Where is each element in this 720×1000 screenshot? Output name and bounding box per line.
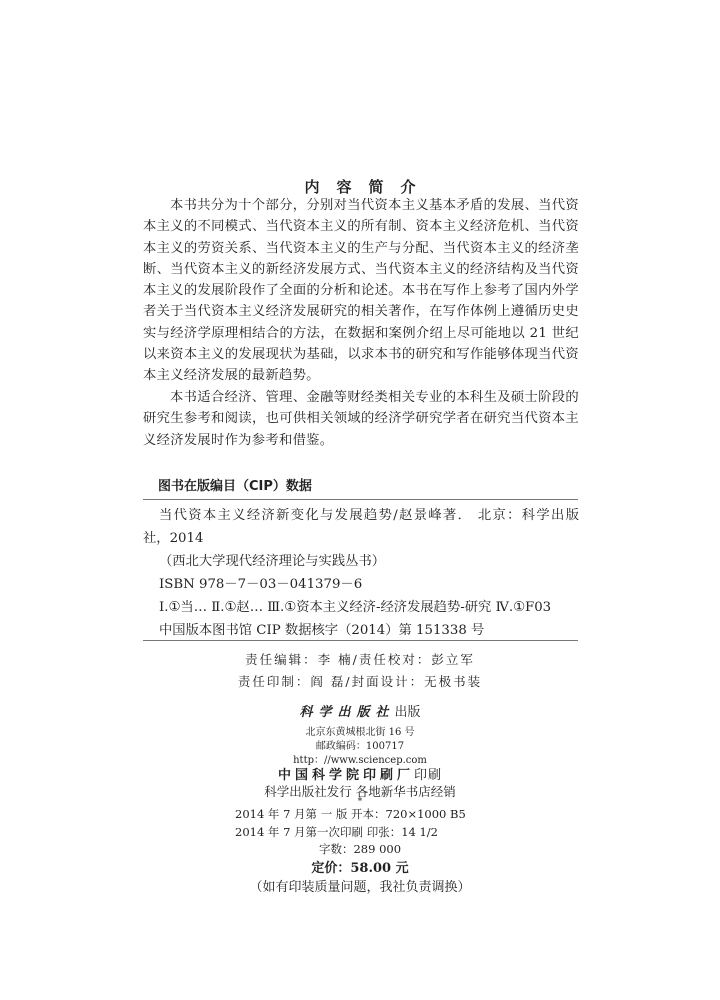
cip-record-number: 中国版本图书馆 CIP 数据核字（2014）第 151338 号 [159,623,485,638]
summary-paragraph-1 [143,195,579,387]
cip-top-rule [143,499,578,500]
text-line: 以来资本主义的发展现状为基础，以求本书的研究和写作能够体现当代资 [143,347,579,363]
text-line: 实与经济学原理相结合的方法，在数据和案例介绍上尽可能地以 21 世纪 [143,325,579,341]
publisher-calligraphy: 科学出版社 [299,705,395,720]
edition-line: 2014 年 7 月第 一 版 开本：720×1000 B5 [235,807,466,821]
text-line: 断、当代资本主义的新经济发展方式、当代资本主义的经济结构及当代资 [143,261,579,277]
summary-title: 内容简介 [304,178,433,196]
cip-block [143,504,579,642]
quality-notice: （如有印装质量问题，我社负责调换） [249,880,471,895]
cip-heading: 图书在版编目（CIP）数据 [158,479,312,494]
printing-line: 2014 年 7 月第一次印刷 印张：14 1/2 [235,825,439,839]
cip-bottom-rule [143,640,578,641]
cip-series: （西北大学现代经济理论与实践丛书） [159,554,386,569]
word-count: 字数：289 000 [318,842,402,856]
cip-title-line: 当代资本主义经济新变化与发展趋势/赵景峰著． 北京：科学出版 [159,508,579,523]
text-line: 本主义的发展阶段作了全面的分析和论述。本书在写作上参考了国内外学 [143,283,579,299]
text-line: 本书适合经济、管理、金融等财经类相关专业的本科生及硕士阶段的 [170,390,579,405]
distribution: 科学出版社发行 各地新华书店经销 [264,784,456,799]
text-line: 义经济发展时作为参考和借鉴。 [143,432,334,448]
printer-line [0,764,720,783]
printer-calligraphy: 中国科学院印刷厂 [277,768,414,783]
text-line: 本主义的劳资关系、当代资本主义的生产与分配、当代资本主义的经济垄 [143,240,579,256]
credits-editor: 责任编辑：李 楠/责任校对：彭立军 [245,652,475,667]
text-line: 本主义经济发展的最新趋势。 [143,368,320,384]
publisher-line [0,701,720,720]
text-line: 者关于当代资本主义经济发展研究的相关著作，在写作体例上遵循历史史 [143,304,579,320]
cip-title-line-cont: 社，2014 [143,531,204,546]
publisher-postcode: 邮政编码：100717 [315,741,405,752]
publisher-address: 北京东黄城根北街 16 号 [305,727,415,738]
credits-printing: 责任印制：阎 磊/封面设计：无极书装 [237,674,483,689]
publisher-website: http：//www.sciencep.com [293,755,427,766]
summary-paragraph-2 [143,387,579,451]
price: 定价：58.00 元 [311,861,409,876]
cip-classification: Ⅰ.①当… Ⅱ.①赵… Ⅲ.①资本主义经济-经济发展趋势-研究 Ⅳ.①F03 [159,600,552,615]
text-line: 研究生参考和阅读，也可供相关领域的经济学研究学者在研究当代资本主 [143,411,579,427]
publisher-suffix: 出版 [394,705,421,720]
text-line: 本主义的不同模式、当代资本主义的所有制、资本主义经济危机、当代资 [143,219,579,235]
text-line: 本书共分为十个部分，分别对当代资本主义基本矛盾的发展、当代资 [170,198,579,213]
printer-suffix: 印刷 [414,768,443,783]
cip-isbn: ISBN 978－7－03－041379－6 [159,577,363,592]
separator-star: * [357,797,363,807]
